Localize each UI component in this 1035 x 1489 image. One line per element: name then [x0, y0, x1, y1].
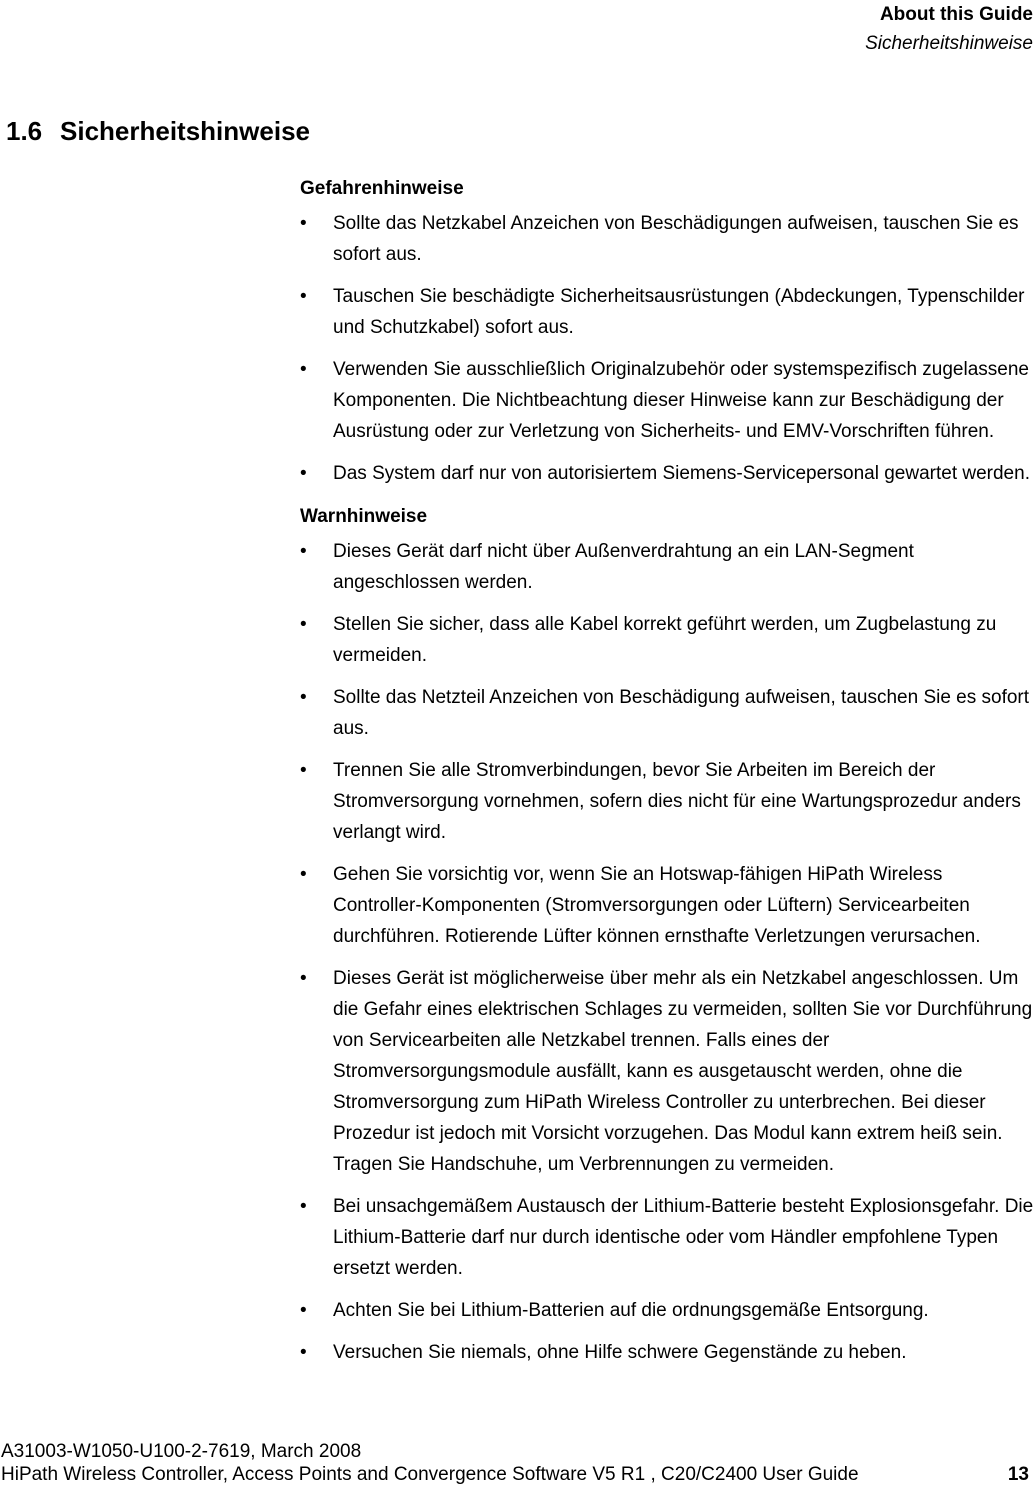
list-item: [300, 208, 1035, 270]
warning-notices: [300, 503, 1035, 1368]
list-item-text: Dieses Gerät darf nicht über Außenverdrahtung an ein LAN-Segment angeschlossen werden.: [333, 541, 914, 593]
bullet: •: [300, 1196, 307, 1217]
list-item: [300, 1337, 1035, 1368]
warning-heading: Warnhinweise: [300, 506, 428, 527]
list-item-text: Sollte das Netzteil Anzeichen von Beschädigung aufweisen, tauschen Sie es sofort aus.: [333, 687, 1030, 739]
list-item: [300, 536, 1035, 598]
list-item-text: Das System darf nur von autorisiertem Siemens-Servicepersonal gewartet werden.: [333, 463, 1030, 484]
list-item-text: Sollte das Netzkabel Anzeichen von Beschädigungen aufweisen, tauschen Sie es sofort aus.: [333, 213, 1019, 265]
bullet: •: [300, 614, 307, 635]
bullet: •: [300, 760, 307, 781]
list-item: [300, 682, 1035, 744]
list-item: [300, 458, 1035, 489]
footer-doc-number: A31003-W1050-U100-2-7619, March 2008: [1, 1441, 362, 1462]
section-title: Sicherheitshinweise: [60, 116, 310, 146]
bullet: •: [300, 359, 307, 380]
list-item: [300, 963, 1035, 1180]
list-item: [300, 354, 1035, 447]
bullet: •: [300, 286, 307, 307]
list-item: [300, 1295, 1035, 1326]
list-item-text: Achten Sie bei Lithium-Batterien auf die ordnungsgemäße Entsorgung.: [333, 1300, 929, 1321]
bullet: •: [300, 1300, 307, 1321]
danger-notices: [300, 175, 1035, 489]
section-heading: [6, 115, 310, 147]
list-item-text: Dieses Gerät ist möglicherweise über mehr als ein Netzkabel angeschlossen. Um die Gefahr eines elektrischen Schlages zu vermeiden, sollten Sie vor Durchführung von Servicearbeiten alle Netzkabel trennen. Falls eines der Stromversorgungsmodule ausfällt, kann es ausgetauscht werden, ohne die Stromversorgung zum HiPath Wireless Controller zu unterbrechen. Bei dieser Prozedur ist jedoch mit Vorsicht vorzugehen. Das Modul kann extrem heiß sein. Tragen Sie Handschuhe, um Verbrennungen zu vermeiden.: [333, 968, 1033, 1175]
list-item-text: Gehen Sie vorsichtig vor, wenn Sie an Hotswap-fähigen HiPath Wireless Controller-Komponenten (Stromversorgungen oder Lüftern) Servicearbeiten durchführen. Rotierende Lüfter können ernsthafte Verletzungen verursachen.: [333, 864, 981, 947]
running-head-title: About this Guide: [879, 4, 1033, 25]
bullet: •: [300, 541, 307, 562]
page-footer: [1, 1440, 1031, 1486]
list-item-text: Trennen Sie alle Stromverbindungen, bevor Sie Arbeiten im Bereich der Stromversorgung vornehmen, sofern dies nicht für eine Wartungsprozedur anders verlangt wird.: [333, 760, 1021, 843]
warning-list: [300, 536, 1035, 1368]
list-item: [300, 281, 1035, 343]
bullet: •: [300, 1342, 307, 1363]
bullet: •: [300, 687, 307, 708]
list-item: [300, 1191, 1035, 1284]
danger-heading: Gefahrenhinweise: [300, 178, 464, 199]
list-item-text: Stellen Sie sicher, dass alle Kabel korrekt geführt werden, um Zugbelastung zu vermeiden.: [333, 614, 997, 666]
list-item: [300, 609, 1035, 671]
running-head: [865, 0, 1033, 58]
danger-list: [300, 208, 1035, 489]
section-number: 1.6: [6, 116, 43, 146]
list-item-text: Verwenden Sie ausschließlich Originalzubehör oder systemspezifisch zugelassene Komponenten. Die Nichtbeachtung dieser Hinweise kann zur Beschädigung der Ausrüstung oder zur Verletzung von Sicherheits- und EMV-Vorschriften führen.: [333, 359, 1029, 442]
bullet: •: [300, 213, 307, 234]
list-item-text: Tauschen Sie beschädigte Sicherheitsausrüstungen (Abdeckungen, Typenschilder und Schutzkabel) sofort aus.: [333, 286, 1025, 338]
bullet: •: [300, 864, 307, 885]
footer-guide-row: [1, 1463, 1031, 1486]
list-item: [300, 755, 1035, 848]
list-item-text: Bei unsachgemäßem Austausch der Lithium-Batterie besteht Explosionsgefahr. Die Lithium-Batterie darf nur durch identische oder vom Händler empfohlene Typen ersetzt werden.: [333, 1196, 1034, 1279]
page-number: 13: [1007, 1464, 1029, 1485]
content-area: [300, 175, 1035, 1379]
list-item: [300, 859, 1035, 952]
bullet: •: [300, 463, 307, 484]
running-head-subtitle: Sicherheitshinweise: [865, 33, 1033, 54]
bullet: •: [300, 968, 307, 989]
footer-guide-title: HiPath Wireless Controller, Access Points and Convergence Software V5 R1 , C20/C2400 User Guide: [1, 1464, 859, 1485]
list-item-text: Versuchen Sie niemals, ohne Hilfe schwere Gegenstände zu heben.: [333, 1342, 907, 1363]
